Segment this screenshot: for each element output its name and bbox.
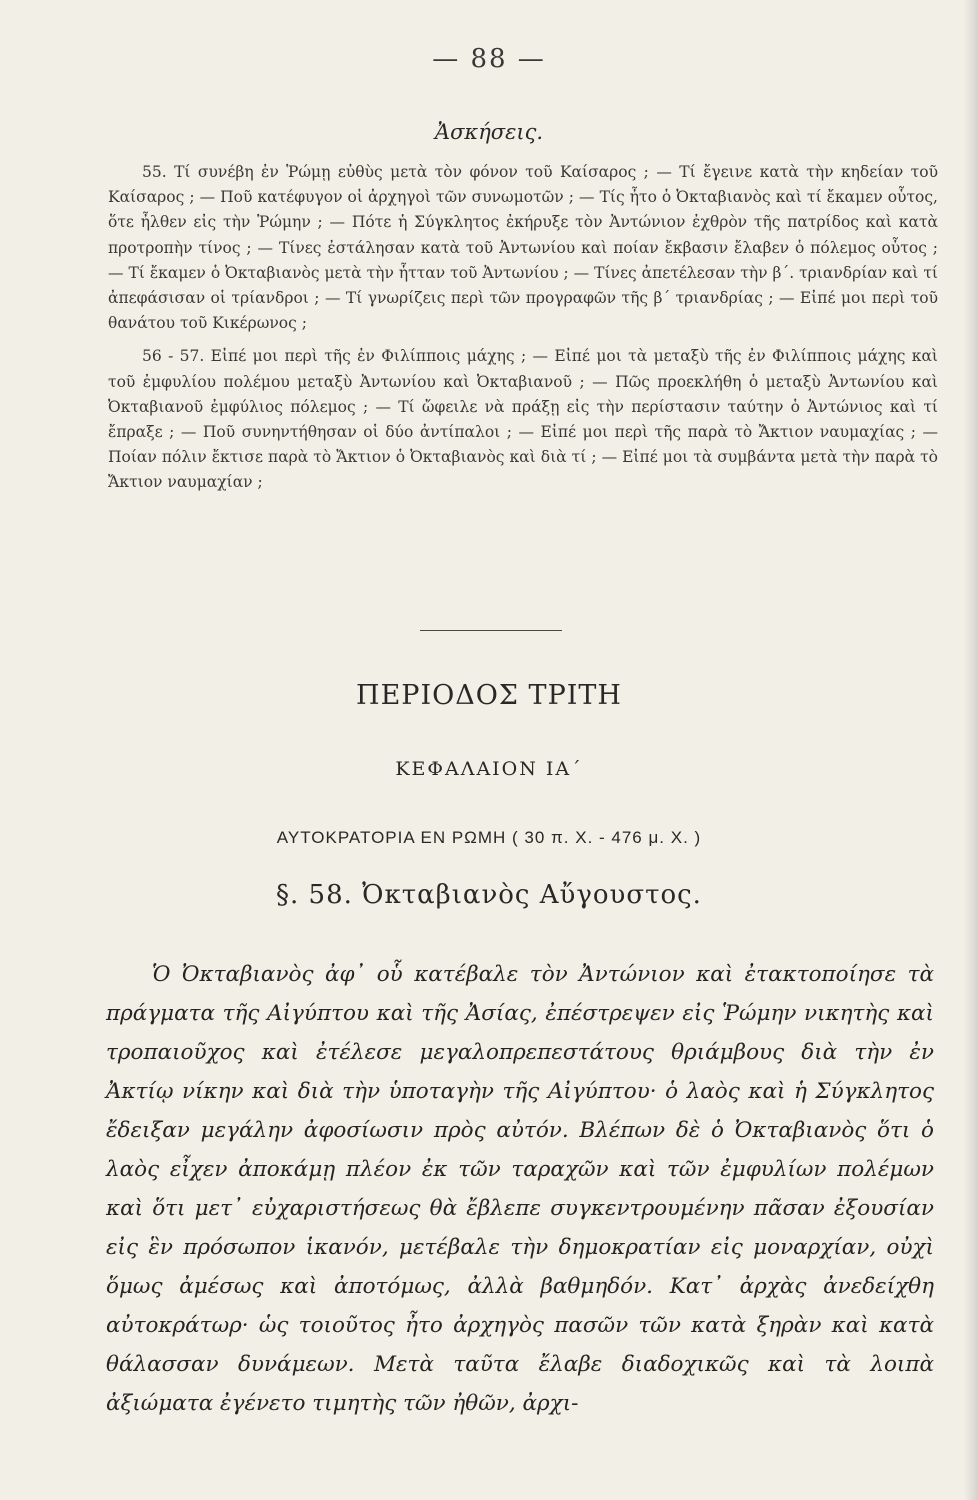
period-title: ΠΕΡΙΟΔΟΣ ΤΡΙΤΗ	[356, 680, 622, 711]
main-text	[106, 955, 934, 1423]
page-edge-shadow	[964, 0, 978, 1500]
chapter-subtitle: ΑΥΤΟΚΡΑΤΟΡΙΑ ΕΝ ΡΩΜΗ ( 30 π. Χ. - 476 μ. Χ. )	[276, 828, 702, 847]
exercise-paragraph-56-57: 56 - 57. Εἰπέ μοι περὶ τῆς ἐν Φιλίπποις μάχης ; — Εἰπέ μοι τὰ μεταξὺ τῆς ἐν Φιλίπποις μάχης καὶ τοῦ ἐμφυλίου πολέμου μεταξὺ Ἀντωνίου καὶ Ὀκταβιανοῦ ; — Πῶς προεκλήθη ὁ μεταξὺ Ἀντωνίου καὶ Ὀκταβιανοῦ ἐμφύλιος πόλεμος ; — Τί ὤφειλε νὰ πράξῃ εἰς τὴν περίστασιν ταύτην ὁ Ἀντώνιος καὶ τί ἔπραξε ; — Ποῦ συνηντήθησαν οἱ δύο ἀντίπαλοι ; — Εἰπέ μοι περὶ τῆς παρὰ τὸ Ἄκτιον ναυμαχίας ; — Ποίαν πόλιν ἔκτισε παρὰ τὸ Ἄκτιον ὁ Ὀκταβιανὸς καὶ διὰ τί ; — Εἰπέ μοι τὰ συμβάντα μετὰ τὴν παρὰ τὸ Ἄκτιον ναυμαχίαν ;	[108, 347, 938, 492]
page-number: — 88 —	[432, 44, 546, 74]
exercises-heading: Ἀσκήσεις.	[434, 120, 544, 144]
section-heading: §. 58. Ὀκταβιανὸς Αὔγουστος.	[276, 880, 702, 910]
chapter-title: ΚΕΦΑΛΑΙΟΝ ΙΑ΄	[395, 758, 583, 780]
exercises-block	[108, 160, 938, 496]
section-divider	[420, 630, 562, 631]
exercise-paragraph-55: 55. Τί συνέβη ἐν Ῥώμῃ εὐθὺς μετὰ τὸν φόνον τοῦ Καίσαρος ; — Τί ἔγεινε κατὰ τὴν κηδείαν τοῦ Καίσαρος ; — Ποῦ κατέφυγον οἱ ἀρχηγοὶ τῶν συνωμοτῶν ; — Τίς ἦτο ὁ Ὀκταβιανὸς καὶ τί ἔκαμεν οὗτος, ὅτε ἦλθεν εἰς τὴν Ῥώμην ; — Πότε ἡ Σύγκλητος ἐκήρυξε τὸν Ἀντώνιον ἐχθρὸν τῆς πατρίδος καὶ κατὰ προτροπὴν τίνος ; — Τίνες ἐστάλησαν κατὰ τοῦ Ἀντωνίου καὶ ποίαν ἔκβασιν ἔλαβεν ὁ πόλεμος οὗτος ; — Τί ἔκαμεν ὁ Ὀκταβιανὸς μετὰ τὴν ἧτταν τοῦ Ἀντωνίου ; — Τίνες ἀπετέλεσαν τὴν β΄. τριανδρίαν καὶ τί ἀπεφάσισαν οἱ τρίανδροι ; — Τί γνωρίζεις περὶ τῶν προγραφῶν τῆς β΄ τριανδρίας ; — Εἰπέ μοι περὶ τοῦ θανάτου τοῦ Κικέρωνος ;	[108, 163, 938, 333]
main-paragraph: Ὁ Ὀκταβιανὸς ἀφ᾽ οὗ κατέβαλε τὸν Ἀντώνιον καὶ ἐτακτοποίησε τὰ πράγματα τῆς Αἰγύπτου καὶ τῆς Ἀσίας, ἐπέστρεψεν εἰς Ῥώμην νικητὴς καὶ τροπαιοῦχος καὶ ἐτέλεσε μεγαλοπρεπεστάτους θριάμβους διὰ τὴν ἐν Ἀκτίῳ νίκην καὶ διὰ τὴν ὑποταγὴν τῆς Αἰγύπτου· ὁ λαὸς καὶ ἡ Σύγκλητος ἔδειξαν μεγάλην ἀφοσίωσιν πρὸς αὐτόν. Βλέπων δὲ ὁ Ὀκταβιανὸς ὅτι ὁ λαὸς εἶχεν ἀποκάμῃ πλέον ἐκ τῶν ταραχῶν καὶ τῶν ἐμφυλίων πολέμων καὶ ὅτι μετ᾽ εὐχαριστήσεως θὰ ἔβλεπε συγκεντρουμένην πᾶσαν ἐξουσίαν εἰς ἓν πρόσωπον ἱκανόν, μετέβαλε τὴν δημοκρατίαν εἰς μοναρχίαν, οὐχὶ ὅμως ἀμέσως καὶ ἀποτόμως, ἀλλὰ βαθμηδόν. Κατ᾽ ἀρχὰς ἀνεδείχθη αὐτοκράτωρ· ὡς τοιοῦτος ἦτο ἀρχηγὸς πασῶν τῶν κατὰ ξηρὰν καὶ κατὰ θάλασσαν δυνάμεων. Μετὰ ταῦτα ἔλαβε διαδοχικῶς καὶ τὰ λοιπὰ ἀξιώματα ἐγένετο τιμητὴς τῶν ἠθῶν, ἀρχι-	[106, 962, 934, 1416]
